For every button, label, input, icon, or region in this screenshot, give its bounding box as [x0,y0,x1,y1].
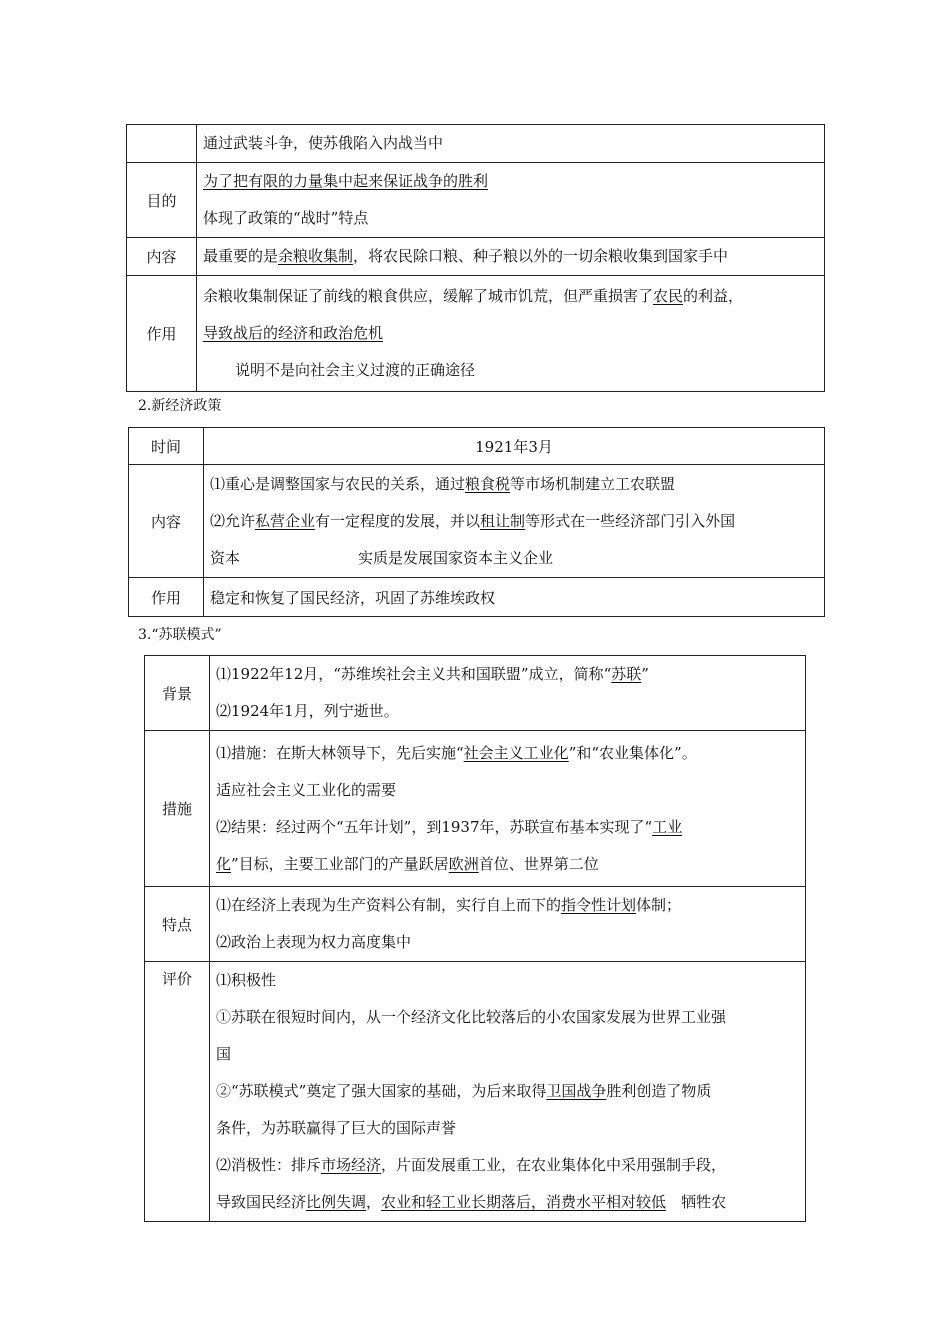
underlined-term: 比例失调 [306,1193,367,1211]
text-run: 条件，为苏联赢得了巨大的国际声誉 [216,1119,457,1137]
text-run: ⑴1922年12月，“苏维埃社会主义共和国联盟”成立，简称“ [216,665,612,683]
text-run: 最重要的是 [203,247,279,265]
underlined-term: 工业 [652,817,683,836]
text-line [216,1036,805,1073]
text-run: 资本 [210,548,241,567]
underlined-term: 苏联 [611,665,642,683]
row-label-purpose: 目的 [127,163,197,238]
row-label-evaluation: 评价 [145,962,210,1222]
underlined-term: 私营企业 [255,511,316,530]
text-line [216,1147,805,1184]
text-line [210,503,824,540]
text-line [216,809,805,846]
row-content [210,962,806,1222]
underlined-term: 导致战后的经济和政治危机 [203,324,384,342]
text-line [210,540,824,577]
text-run: ⑵1924年1月，列宁逝世。 [216,702,399,720]
row-content [210,656,806,731]
text-line [216,924,805,961]
text-line [216,693,805,730]
time-value: 1921年3月 [204,428,825,465]
text-run: 等市场机制建立工农联盟 [510,474,676,493]
text-run: ⑵消极性：排斥 [216,1156,322,1174]
underlined-term: 社会主义工业化 [463,743,569,762]
text-line [216,1110,805,1147]
text-run: ②“苏联模式”奠定了强大国家的基础，为后来取得 [216,1082,547,1100]
row-content [197,163,825,238]
text-run: 实质是发展国家资本主义企业 [358,548,554,567]
text-run: ⑴措施：在斯大林领导下，先后实施“ [216,743,464,762]
text-run: 国 [216,1045,232,1063]
underlined-term: 欧洲 [448,854,479,873]
text-run: ， [366,1193,382,1211]
row-content [197,125,825,163]
text-run: ⑵政治上表现为权力高度集中 [216,933,412,951]
text-line [203,200,824,237]
row-label-time: 时间 [129,428,204,465]
text-line [216,772,805,809]
underlined-term: 租让制 [480,511,526,530]
text-run: 牺牲农 [666,1193,727,1211]
underlined-term: 卫国战争 [546,1082,607,1100]
text-run: ，将农民除口粮、种子粮以外的一切余粮收集到国家手中 [353,247,729,265]
text-line [203,238,824,275]
underlined-term: 市场经济 [321,1156,382,1174]
text-run: 首位、世界第二位 [478,854,599,873]
text-run: 体制； [636,896,682,914]
section-heading-nep: 2.新经济政策 [138,398,222,414]
nep-table [128,427,825,617]
row-label-blank [127,125,197,163]
text-line [216,999,805,1036]
underlined-term: 为了把有限的力量集中起来保证战争的胜利 [203,172,489,190]
section-heading-soviet-model: 3.“苏联模式” [138,627,222,643]
row-label-measures: 措施 [145,731,210,887]
row-label-background: 背景 [145,656,210,731]
text-run: 有一定程度的发展，并以 [315,511,481,530]
text-run: ，片面发展重工业，在农业集体化中采用强制手段， [381,1156,727,1174]
text-run: ” [641,665,649,683]
text-run: ⑴在经济上表现为生产资料公有制，实行自上而下的 [216,896,562,914]
text-line [216,887,805,924]
text-run: ⑵结果：经过两个“五年计划”，到1937年，苏联宣布基本实现了“ [216,817,653,836]
underlined-term: 指令性计划 [561,896,637,914]
war-communism-table [126,124,825,392]
text-line [216,962,805,999]
row-content [210,887,806,962]
text-run: ”目标，主要工业部门的产量跃居 [231,854,449,873]
text-line [216,656,805,693]
row-content [210,731,806,887]
text-run: 等形式在一些经济部门引入外国 [525,511,736,530]
text-run: ①苏联在很短时间内，从一个经济文化比较落后的小农国家发展为世界工业强 [216,1008,727,1026]
text-run: ⑴积极性 [216,971,277,989]
underlined-term: 农民 [653,287,684,305]
text-line [203,163,824,200]
text-line [203,278,824,315]
text-line [210,466,824,503]
row-label-features: 特点 [145,887,210,962]
underlined-term: 农业和轻工业长期落后，消费水平相对较低 [381,1193,667,1211]
text-line [216,846,805,883]
text-run: 说明不是向社会主义过渡的正确途径 [235,361,476,379]
underlined-term: 化 [216,854,232,873]
text-line [216,1073,805,1110]
text-run: 余粮收集制保证了前线的粮食供应，缓解了城市饥荒，但严重损害了 [203,287,654,305]
text-line [216,735,805,772]
text-line [216,1184,805,1221]
text-run: 的利益， [683,287,744,305]
text-run: 导致国民经济 [216,1193,307,1211]
text-run: ⑴重心是调整国家与农民的关系，通过 [210,474,466,493]
text-run: 适应社会主义工业化的需要 [216,780,397,799]
text-run: 通过武装斗争，使苏俄陷入内战当中 [203,134,444,152]
underlined-term: 余粮收集制 [278,247,354,265]
row-label-content: 内容 [127,238,197,276]
text-line [203,315,824,352]
soviet-model-table [144,655,806,1222]
text-run: 胜利创造了物质 [606,1082,712,1100]
effect-value: 稳定和恢复了国民经济，巩固了苏维埃政权 [204,578,825,617]
text-run: 体现了政策的“战时”特点 [203,209,369,227]
row-label-effect: 作用 [127,276,197,392]
text-run: ⑵允许 [210,511,256,530]
text-line [203,352,824,389]
row-label-content: 内容 [129,465,204,578]
row-content [197,238,825,276]
text-line [203,125,824,162]
row-label-effect: 作用 [129,578,204,617]
text-run: ”和“农业集体化”。 [568,743,697,762]
row-content [197,276,825,392]
underlined-term: 粮食税 [465,474,511,493]
row-content [204,465,825,578]
